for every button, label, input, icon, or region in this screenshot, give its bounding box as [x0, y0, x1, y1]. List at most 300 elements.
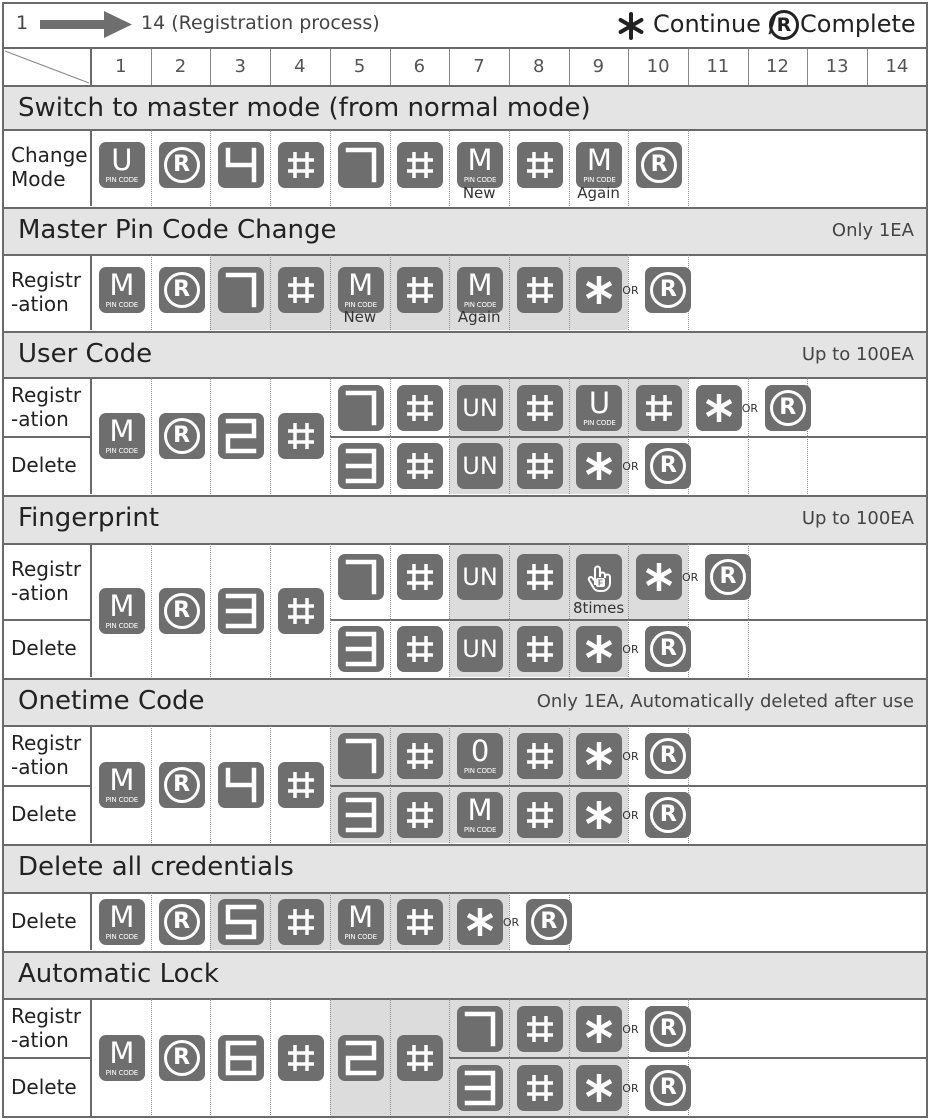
r-key — [159, 267, 205, 313]
star-key — [576, 626, 622, 672]
pin-code-key-m — [457, 142, 503, 188]
column-divider — [210, 726, 211, 843]
rule — [3, 207, 927, 209]
column-number: 9 — [592, 56, 605, 77]
pin-code-label: PIN CODE — [105, 795, 139, 804]
r-circle-icon: R — [650, 797, 686, 833]
r-circle-icon: R — [531, 904, 567, 940]
hash-icon — [283, 272, 319, 308]
pin-code-key-m — [99, 1035, 145, 1081]
or-label: OR — [622, 459, 639, 473]
section-note: Only 1EA, Automatically deleted after use — [536, 691, 914, 712]
column-divider — [151, 130, 152, 206]
or-label: OR — [622, 750, 639, 763]
column-divider — [210, 893, 211, 950]
pin-code-key-m — [99, 413, 145, 459]
column-divider — [569, 255, 570, 330]
or-label: OR — [622, 808, 639, 822]
column-divider — [151, 255, 152, 330]
column-divider — [330, 726, 331, 843]
hash-icon — [522, 559, 558, 595]
column-divider — [449, 378, 450, 494]
key-caption: 8times — [572, 599, 625, 617]
row-label: Registr -ation — [11, 557, 82, 605]
column-divider — [151, 49, 152, 85]
column-divider — [151, 999, 152, 1117]
asterisk-icon — [616, 11, 646, 41]
row-label: Registr -ation — [11, 731, 82, 779]
hash-key — [278, 413, 324, 459]
or-label: OR — [622, 1022, 639, 1036]
rule — [3, 678, 927, 680]
digit-key-3 — [218, 588, 264, 634]
r-circle-icon: R — [164, 767, 200, 803]
column-divider — [390, 544, 391, 677]
pin-code-label: PIN CODE — [583, 418, 616, 427]
row-label: Delete — [11, 908, 77, 933]
r-key — [159, 413, 205, 459]
hash-icon — [522, 738, 558, 774]
column-divider — [449, 893, 450, 950]
column-divider — [628, 378, 629, 494]
hash-icon — [522, 147, 558, 183]
rule — [3, 543, 927, 545]
user-number-key — [457, 554, 503, 600]
label-border — [90, 999, 92, 1117]
key-text: M — [109, 267, 135, 302]
hash-icon — [522, 390, 558, 426]
column-number: 4 — [294, 56, 306, 77]
pin-code-key-m — [457, 267, 503, 313]
pin-code-key-m — [99, 267, 145, 313]
column-number: 6 — [413, 56, 426, 77]
pin-code-key-u — [576, 385, 622, 431]
column-divider — [509, 378, 510, 494]
hash-icon — [402, 631, 438, 667]
rule — [3, 951, 927, 953]
column-divider — [628, 49, 629, 85]
outer-border — [2, 2, 928, 4]
digit-key-1 — [338, 733, 384, 779]
column-divider — [210, 49, 211, 85]
section-note: Up to 100EA — [801, 344, 914, 365]
r-key — [645, 443, 691, 489]
r-circle-icon: R — [650, 1011, 686, 1047]
hash-key — [397, 792, 443, 838]
label-border — [90, 255, 92, 330]
digit-key-1 — [218, 267, 264, 313]
hash-icon — [402, 147, 438, 183]
hash-key — [278, 762, 324, 808]
hash-icon — [522, 272, 558, 308]
asterisk-icon — [581, 1011, 617, 1047]
r-circle-icon: R — [164, 593, 200, 629]
hash-key — [278, 267, 324, 313]
digit-key-2 — [218, 413, 264, 459]
asterisk-icon — [581, 797, 617, 833]
r-circle-icon: R — [650, 448, 686, 484]
pin-code-label: PIN CODE — [105, 447, 139, 455]
rule — [3, 998, 927, 1000]
continue-label: Continue / — [653, 10, 777, 38]
column-divider — [151, 378, 152, 494]
hash-icon — [402, 559, 438, 595]
key-text: M — [467, 143, 493, 177]
r-circle-icon: R — [641, 147, 677, 183]
key-text: M — [109, 414, 135, 448]
header-start: 1 — [16, 12, 29, 34]
digit-key-1 — [338, 385, 384, 431]
r-circle-icon: R — [164, 418, 200, 454]
column-divider — [330, 378, 331, 494]
key-caption: New — [343, 308, 377, 326]
outer-border — [926, 2, 928, 1118]
hash-key — [278, 588, 324, 634]
key-text: UN — [462, 393, 498, 422]
hash-key — [278, 1035, 324, 1081]
column-divider — [449, 726, 450, 843]
row-rule — [3, 1057, 91, 1059]
asterisk-icon — [581, 738, 617, 774]
section-title: Master Pin Code Change — [18, 215, 337, 245]
hash-key — [397, 267, 443, 313]
pin-code-label: PIN CODE — [105, 932, 139, 941]
outer-border — [2, 1116, 928, 1118]
hash-icon — [641, 390, 677, 426]
r-circle-icon: R — [710, 559, 746, 595]
r-circle-icon: R — [770, 390, 806, 426]
star-key — [576, 733, 622, 779]
digit-key-2 — [338, 1035, 384, 1081]
star-key — [576, 792, 622, 838]
r-key — [159, 142, 205, 188]
section-title: Fingerprint — [18, 503, 160, 533]
key-text: M — [467, 792, 493, 827]
column-divider — [390, 726, 391, 843]
rule — [3, 892, 927, 894]
column-divider — [390, 49, 391, 85]
digit-key-1 — [338, 554, 384, 600]
pin-code-label: PIN CODE — [583, 176, 616, 184]
column-divider — [330, 893, 331, 950]
column-divider — [449, 49, 450, 85]
column-divider — [867, 49, 868, 85]
rule — [3, 495, 927, 497]
r-key — [645, 267, 691, 313]
row-rule — [3, 436, 91, 438]
column-number: 3 — [234, 56, 246, 77]
hash-key — [397, 443, 443, 489]
hash-key — [517, 626, 563, 672]
hash-icon — [283, 1040, 319, 1076]
row-label: Delete — [11, 452, 77, 477]
column-divider — [270, 726, 271, 843]
section-title: Delete all credentials — [18, 852, 294, 882]
r-circle-icon: R — [164, 1040, 200, 1076]
r-circle-icon: R — [650, 738, 686, 774]
digit-key-3 — [338, 626, 384, 672]
rule — [3, 85, 927, 87]
label-border — [90, 893, 92, 950]
column-divider — [628, 999, 629, 1117]
label-border — [90, 544, 92, 677]
hash-key — [517, 267, 563, 313]
column-divider — [390, 130, 391, 206]
rule — [3, 254, 927, 256]
column-divider — [748, 49, 749, 85]
key-text: U — [588, 385, 611, 420]
hash-icon — [402, 272, 438, 308]
asterisk-icon — [701, 390, 737, 426]
r-circle-icon: R — [164, 904, 200, 940]
hash-key — [517, 142, 563, 188]
hash-key — [517, 1006, 563, 1052]
star-key — [696, 385, 742, 431]
digit-key-1 — [457, 1006, 503, 1052]
outer-border — [2, 2, 4, 1118]
key-text: UN — [462, 451, 498, 480]
pin-code-label: PIN CODE — [463, 176, 497, 184]
key-text: M — [586, 143, 612, 177]
key-text: M — [109, 1036, 135, 1070]
hash-icon — [283, 418, 319, 454]
hash-key — [517, 554, 563, 600]
key-text: UN — [462, 563, 498, 591]
digit-key-4 — [218, 142, 264, 188]
column-divider — [390, 378, 391, 494]
rule — [3, 844, 927, 846]
r-key — [159, 762, 205, 808]
r-key — [705, 554, 751, 600]
column-number: 14 — [885, 56, 909, 77]
column-divider — [509, 726, 510, 843]
column-divider — [210, 999, 211, 1117]
hash-icon — [522, 631, 558, 667]
hash-key — [517, 1065, 563, 1111]
r-key — [159, 588, 205, 634]
hash-key — [517, 443, 563, 489]
row-label: Registr -ation — [11, 1003, 82, 1052]
column-divider — [270, 130, 271, 206]
r-circle-icon: R — [650, 1070, 686, 1106]
hash-icon — [402, 904, 438, 940]
column-divider — [330, 999, 331, 1117]
column-divider — [210, 255, 211, 330]
label-border — [90, 378, 92, 494]
pin-code-label: PIN CODE — [344, 932, 377, 941]
row-label: Delete — [11, 801, 77, 826]
column-divider — [390, 893, 391, 950]
column-divider — [688, 130, 689, 206]
rule — [3, 331, 927, 333]
hash-icon — [522, 1070, 558, 1106]
digit-key-4 — [218, 762, 264, 808]
column-divider — [449, 999, 450, 1117]
hash-key — [397, 899, 443, 945]
header-diagonal — [3, 49, 91, 85]
arrow-right-icon — [40, 10, 132, 40]
r-circle-icon: R — [650, 272, 686, 308]
pin-code-label: PIN CODE — [105, 300, 139, 309]
digit-key-0 — [457, 733, 503, 779]
column-number: 12 — [766, 56, 789, 77]
r-key — [645, 1006, 691, 1052]
or-label: OR — [502, 915, 520, 929]
hash-icon — [402, 738, 438, 774]
row-label: Delete — [11, 635, 77, 660]
hash-icon — [402, 797, 438, 833]
label-border — [90, 726, 92, 843]
column-divider — [509, 999, 510, 1117]
or-label: OR — [622, 642, 639, 656]
column-divider — [270, 999, 271, 1117]
pin-code-label: PIN CODE — [344, 300, 377, 309]
key-text: UN — [462, 634, 498, 663]
pin-code-key-m — [99, 899, 145, 945]
row-label: Registr -ation — [11, 382, 82, 431]
hash-icon — [402, 1040, 438, 1076]
hash-key — [397, 733, 443, 779]
star-key — [576, 267, 622, 313]
fingerprint-hand-icon — [581, 559, 617, 595]
column-number: 8 — [532, 56, 545, 77]
key-text: 0 — [470, 734, 490, 768]
column-divider — [569, 999, 570, 1117]
r-key — [636, 142, 682, 188]
hash-icon — [283, 147, 319, 183]
column-divider — [807, 49, 808, 85]
column-number: 1 — [115, 56, 127, 77]
fingerprint-key — [576, 554, 622, 600]
or-label: OR — [622, 1081, 639, 1095]
pin-code-label: PIN CODE — [463, 300, 497, 309]
column-divider — [509, 544, 510, 677]
pin-code-key-m — [457, 792, 503, 838]
row-rule — [3, 619, 91, 621]
user-number-key — [457, 443, 503, 489]
rule — [3, 129, 927, 131]
column-divider — [509, 49, 510, 85]
column-divider — [390, 999, 391, 1117]
hash-key — [278, 142, 324, 188]
digit-key-6 — [218, 1035, 264, 1081]
column-divider — [270, 49, 271, 85]
pin-code-key-m — [338, 267, 384, 313]
hash-key — [636, 385, 682, 431]
hash-icon — [522, 448, 558, 484]
column-divider — [151, 726, 152, 843]
hash-key — [397, 142, 443, 188]
star-key — [576, 1006, 622, 1052]
key-text: M — [109, 899, 135, 934]
key-text: U — [111, 143, 133, 177]
pin-code-label: PIN CODE — [105, 176, 139, 184]
column-divider — [210, 378, 211, 494]
key-text: M — [109, 588, 135, 623]
asterisk-icon — [581, 631, 617, 667]
column-divider — [330, 49, 331, 85]
hash-key — [278, 899, 324, 945]
r-key — [159, 899, 205, 945]
hash-icon — [283, 593, 319, 629]
row-label: Delete — [11, 1074, 77, 1099]
row-label: Registr -ation — [11, 267, 82, 316]
r-key — [765, 385, 811, 431]
star-key — [457, 899, 503, 945]
asterisk-icon — [462, 904, 498, 940]
r-key — [526, 899, 572, 945]
pin-code-key-m — [338, 899, 384, 945]
key-text: M — [467, 267, 493, 302]
asterisk-icon — [581, 1070, 617, 1106]
column-number: 7 — [473, 56, 485, 77]
or-label: OR — [682, 571, 699, 584]
column-number: 11 — [706, 56, 730, 77]
digit-key-5 — [218, 899, 264, 945]
column-divider — [748, 378, 749, 494]
section-title: Automatic Lock — [18, 959, 219, 989]
key-text: M — [109, 762, 135, 797]
hash-key — [517, 385, 563, 431]
key-text: M — [348, 267, 374, 302]
hash-key — [397, 1035, 443, 1081]
pin-code-label: PIN CODE — [105, 1069, 139, 1077]
header-rule — [2, 47, 928, 49]
digit-key-3 — [457, 1065, 503, 1111]
pin-code-key-m — [576, 142, 622, 188]
pin-code-key-m — [99, 588, 145, 634]
hash-icon — [402, 448, 438, 484]
r-key — [645, 1065, 691, 1111]
column-number: 5 — [353, 56, 366, 77]
column-divider — [330, 130, 331, 206]
or-label: OR — [741, 401, 758, 415]
column-divider — [270, 893, 271, 950]
digit-key-3 — [338, 792, 384, 838]
pin-code-label: PIN CODE — [463, 825, 497, 834]
column-divider — [569, 726, 570, 843]
complete-label: Complete — [800, 10, 916, 38]
hash-key — [517, 792, 563, 838]
column-divider — [569, 49, 570, 85]
key-caption: Again — [457, 308, 501, 326]
section-title: User Code — [18, 339, 153, 369]
row-label: Change Mode — [11, 143, 88, 191]
pin-code-key-u — [99, 142, 145, 188]
key-text: M — [348, 899, 374, 934]
column-divider — [270, 378, 271, 494]
column-divider — [151, 544, 152, 677]
hash-key — [397, 385, 443, 431]
pin-code-label: PIN CODE — [463, 767, 497, 775]
column-divider — [449, 544, 450, 677]
asterisk-icon — [581, 448, 617, 484]
label-border — [90, 48, 92, 86]
digit-key-7 — [338, 142, 384, 188]
r-circle-icon: R — [650, 631, 686, 667]
pin-code-label: PIN CODE — [105, 621, 139, 630]
column-divider — [569, 378, 570, 494]
r-circle-icon: R — [164, 147, 200, 183]
user-number-key — [457, 626, 503, 672]
key-caption: New — [462, 184, 496, 202]
key-caption: Again — [577, 184, 620, 202]
row-rule — [3, 785, 91, 787]
section-note: Up to 100EA — [801, 508, 914, 529]
hash-key — [517, 733, 563, 779]
header-end-text: 14 (Registration process) — [141, 12, 380, 34]
r-key — [645, 733, 691, 779]
